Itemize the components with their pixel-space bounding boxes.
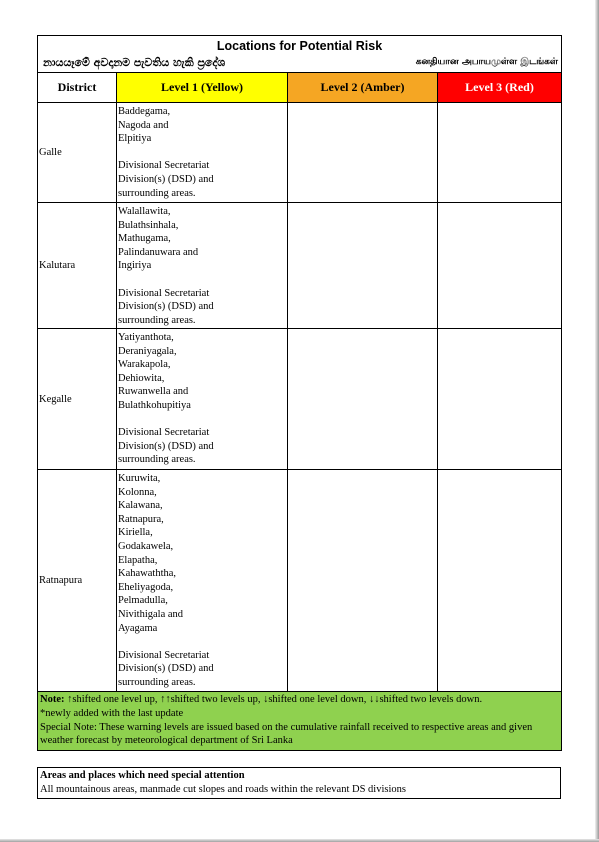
arrow-legend [40, 693, 559, 707]
level-2-areas [288, 329, 438, 470]
arrow-legend-text: ↑shifted one level up, ↑↑shifted two levels up, ↓shifted one level down, ↓↓shifted two levels down. [64, 694, 483, 705]
district-name: Ratnapura [38, 470, 117, 692]
table-row [38, 470, 562, 692]
dsd-text: Divisional Secretariat Division(s) (DSD) and surrounding areas. [118, 649, 214, 688]
header-level-3: Level 3 (Red) [438, 73, 562, 103]
level-3-areas [438, 470, 562, 692]
area-list: Baddegama, Nagoda and Elpitiya [118, 106, 171, 145]
level-3-areas [438, 103, 562, 203]
level-1-areas [117, 329, 288, 470]
table-title-cell [38, 36, 562, 73]
table-row [38, 329, 562, 470]
header-level-1: Level 1 (Yellow) [117, 73, 288, 103]
title-tamil: கனதியான அபாயமுள்ள இடங்கள் [415, 57, 558, 67]
special-attention-title: Areas and places which need special attention [40, 770, 245, 781]
title-sinhala: නායයෑමේ අවදානම පැවතිය හැකි ප්‍රදේශ [43, 56, 226, 69]
area-list: Walallawita, Bulathsinhala, Mathugama, Palindanuwara and Ingiriya [118, 206, 199, 272]
level-1-areas [117, 470, 288, 692]
title-translations [38, 56, 561, 72]
district-name: Galle [38, 103, 117, 203]
level-2-areas [288, 103, 438, 203]
special-note: Special Note: These warning levels are issued based on the cumulative rainfall received to respective areas and given weather forecast by meteorological department of Sri Lanka [40, 721, 533, 747]
newly-added-note: *newly added with the last update [40, 707, 184, 719]
special-attention-box [37, 767, 561, 799]
level-1-areas [117, 203, 288, 329]
risk-locations-table [37, 35, 562, 751]
special-attention-cell [38, 768, 561, 799]
level-2-areas [288, 203, 438, 329]
level-1-areas [117, 103, 288, 203]
district-name: Kalutara [38, 203, 117, 329]
dsd-text: Divisional Secretariat Division(s) (DSD) and surrounding areas. [118, 427, 214, 466]
area-list: Yatiyanthota, Deraniyagala, Warakapola, Dehiowita, Ruwanwella and Bulathkohupitiya [118, 332, 191, 411]
header-level-2: Level 2 (Amber) [288, 73, 438, 103]
level-3-areas [438, 329, 562, 470]
page-edge-shadow-right [595, 0, 599, 842]
dsd-text: Divisional Secretariat Division(s) (DSD) and surrounding areas. [118, 287, 214, 326]
title-english: Locations for Potential Risk [216, 39, 383, 53]
header-district: District [38, 73, 117, 103]
table-row [38, 103, 562, 203]
table-row [38, 203, 562, 329]
legend-note [38, 692, 562, 751]
note-label: Note: [40, 694, 65, 705]
level-3-areas [438, 203, 562, 329]
district-name: Kegalle [38, 329, 117, 470]
special-attention-body: All mountainous areas, manmade cut slopes and roads within the relevant DS divisions [40, 783, 406, 795]
area-list: Kuruwita, Kolonna, Kalawana, Ratnapura, Kiriella, Godakawela, Elapatha, Kahawaththa, Eheliyagoda, Pelmadulla, Nivithigala and Ayagama [118, 473, 184, 634]
level-2-areas [288, 470, 438, 692]
dsd-text: Divisional Secretariat Division(s) (DSD) and surrounding areas. [118, 160, 214, 199]
